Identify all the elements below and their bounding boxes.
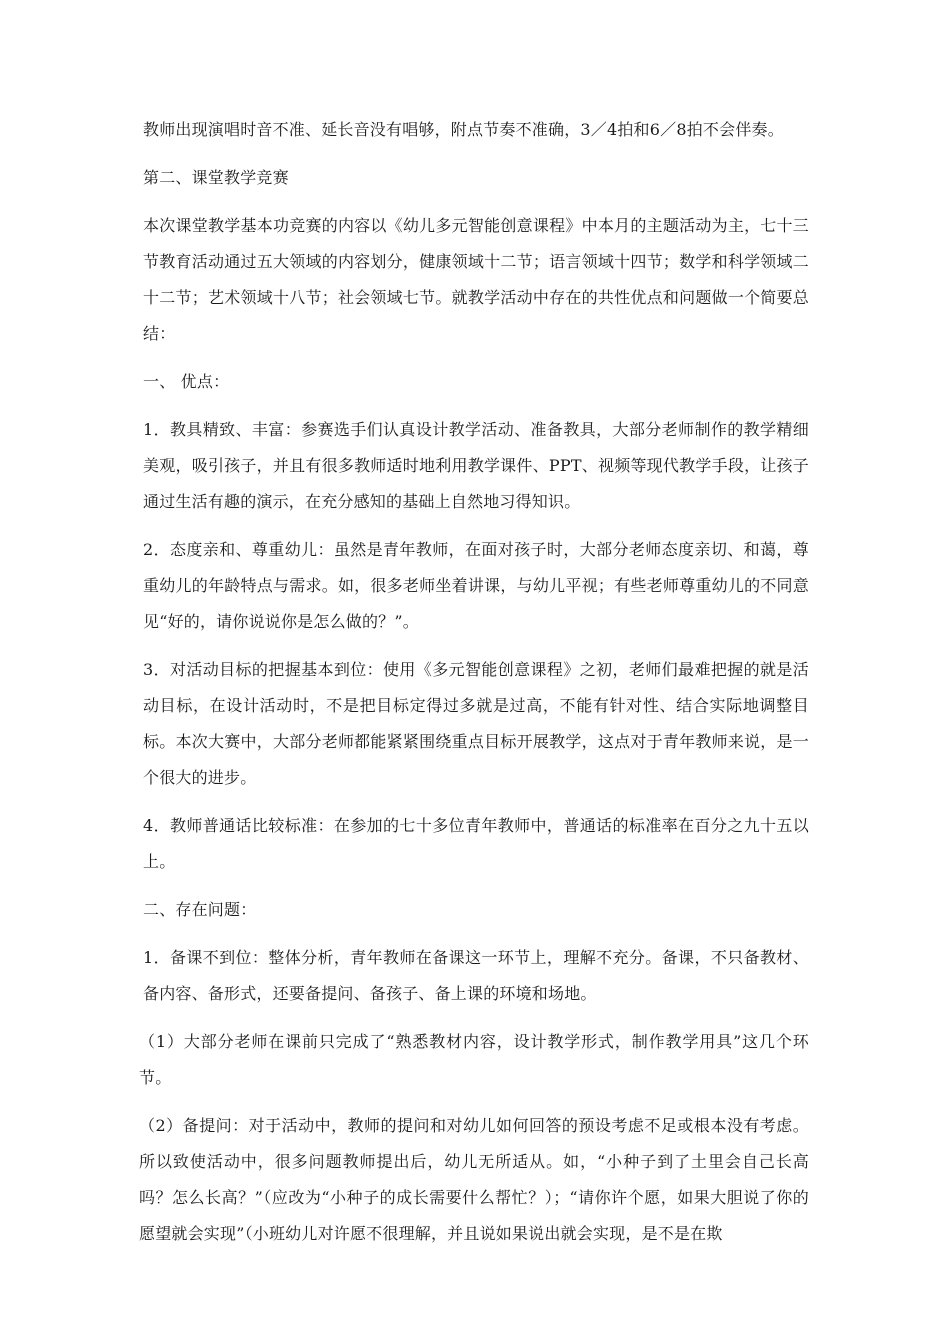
paragraph-singing-issues: 教师出现演唱时音不准、延长音没有唱够，附点节奏不准确，3／4拍和6／8拍不会伴奏。	[143, 120, 784, 139]
paragraph-strength-objectives: 3．对活动目标的把握基本到位：使用《多元智能创意课程》之初，老师们最难把握的就是活动目标，在设计活动时，不是把目标定得过多就是过高，不能有针对性、结合实际地调整目标。本次大赛中，大部分老师都能紧紧围绕重点目标开展教学，这点对于青年教师来说，是一个很大的进步。	[143, 660, 809, 787]
heading-strengths: 一、 优点：	[143, 372, 230, 391]
paragraph-problem-lesson-prep: 1．备课不到位：整体分析，青年教师在备课这一环节上，理解不充分。备课，不只备教材、备内容、备形式，还要备提问、备孩子、备上课的环境和场地。	[143, 948, 809, 1003]
paragraph-problem-item-1: （1）大部分老师在课前只完成了“熟悉教材内容，设计教学形式，制作教学用具”这几个环节。	[139, 1032, 809, 1087]
paragraph-problem-item-2: （2）备提问：对于活动中，教师的提问和对幼儿如何回答的预设考虑不足或根本没有考虑。所以致使活动中，很多问题教师提出后，幼儿无所适从。如，“小种子到了土里会自己长高吗？怎么长高？”（应改为“小种子的成长需要什么帮忙？）；“请你许个愿，如果大胆说了你的愿望就会实现”（小班幼儿对许愿不很理解，并且说如果说出就会实现，是不是在欺	[139, 1116, 809, 1243]
document-page	[139, 112, 809, 1264]
heading-problems: 二、存在问题：	[143, 900, 257, 919]
paragraph-strength-attitude: 2．态度亲和、尊重幼儿：虽然是青年教师，在面对孩子时，大部分老师态度亲切、和蔼，尊重幼儿的年龄特点与需求。如，很多老师坐着讲课，与幼儿平视；有些老师尊重幼儿的不同意见“好的，请你说说你是怎么做的？”。	[143, 540, 809, 631]
heading-classroom-competition: 第二、课堂教学竞赛	[143, 168, 289, 187]
paragraph-strength-mandarin: 4．教师普通话比较标准：在参加的七十多位青年教师中，普通话的标准率在百分之九十五以上。	[143, 816, 809, 871]
paragraph-competition-overview: 本次课堂教学基本功竞赛的内容以《幼儿多元智能创意课程》中本月的主题活动为主，七十三节教育活动通过五大领域的内容划分，健康领域十二节；语言领域十四节；数学和科学领域二十二节；艺术领域十八节；社会领域七节。就教学活动中存在的共性优点和问题做一个简要总结：	[143, 216, 809, 343]
paragraph-strength-teaching-aids: 1．教具精致、丰富：参赛选手们认真设计教学活动、准备教具，大部分老师制作的教学精细美观，吸引孩子，并且有很多教师适时地利用教学课件、PPT、视频等现代教学手段，让孩子通过生活有趣的演示，在充分感知的基础上自然地习得知识。	[143, 420, 809, 511]
